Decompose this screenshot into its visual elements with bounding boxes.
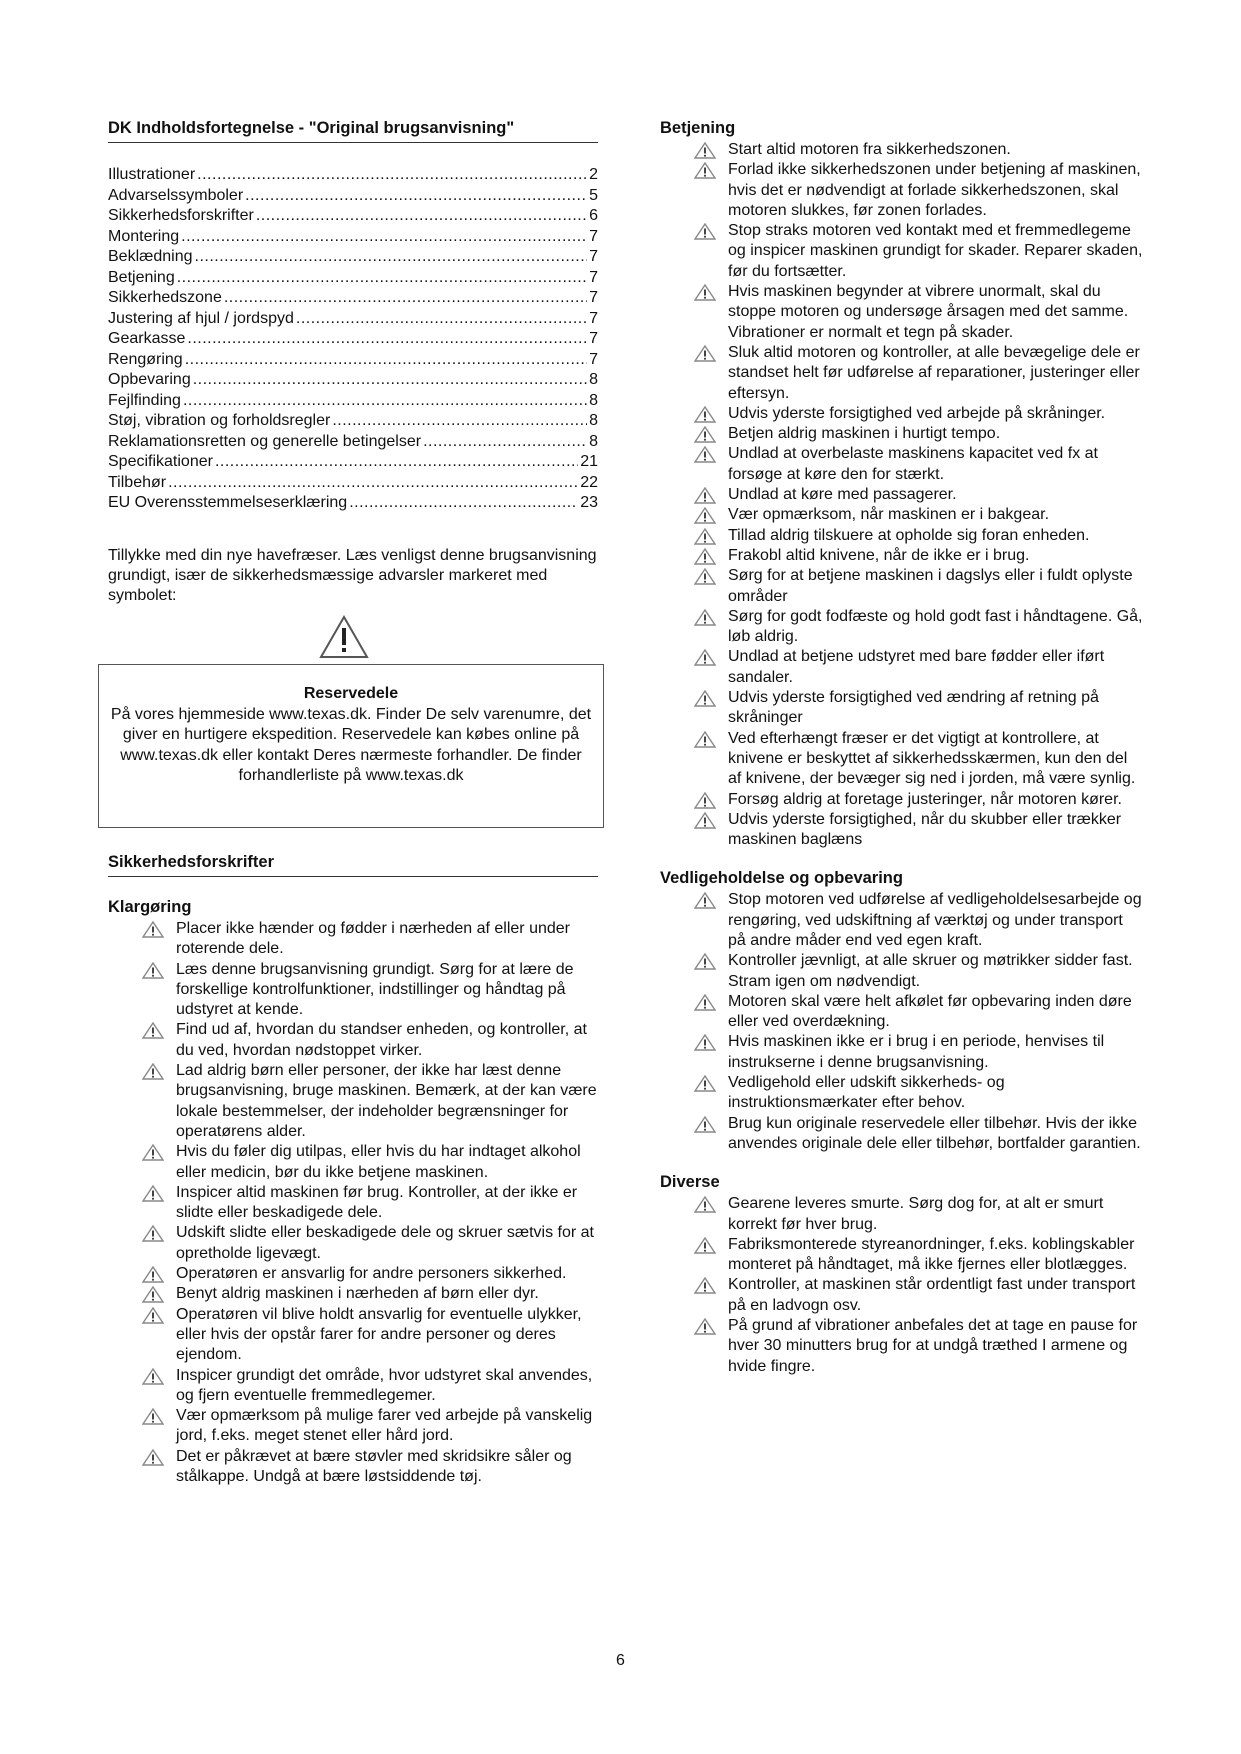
safety-item-text: På grund af vibrationer anbefales det at tage en pause for hver 30 minutters brug for at undgå træthed I armene og hvide fingre. [728,1317,1138,1375]
right-column [660,118,1145,1377]
safety-item-text: Tillad aldrig tilskuere at opholde sig foran enheden. [728,526,1090,544]
safety-item [660,282,1145,343]
warning-icon [694,446,716,463]
safety-item [108,1223,598,1264]
toc-entry-title: Sikkerhedszone [108,289,222,306]
toc-entry-title: EU Overensstemmelseserklæring [108,494,348,511]
toc-entry-page: 7 [589,289,598,306]
warning-icon [694,528,716,545]
safety-item [660,140,1145,160]
toc-dot-leader [177,268,587,289]
safety-section [108,852,598,1487]
safety-item [108,1406,598,1447]
warning-icon [694,649,716,666]
toc-list [108,165,598,514]
vedligeholdelse-heading: Vedligeholdelse og opbevaring [660,869,903,888]
warning-icon [694,994,716,1011]
intro-text: Tillykke med din nye havefræser. Læs venligst denne brugsanvisning grundigt, især de sikkerhedsmæssige advarsler markeret med symbolet: [108,546,597,604]
safety-item-text: Stop motoren ved udførelse af vedligeholdelsesarbejde og rengøring, ved udskiftning af værktøj og under transport på andre måder end ved egen kraft. [728,891,1142,949]
safety-item [108,1183,598,1224]
warning-icon [142,1022,164,1039]
toc-dot-leader [185,350,587,371]
safety-item [660,404,1145,424]
klargoring-heading: Klargøring [108,898,192,916]
safety-item [108,960,598,1021]
toc-entry [108,473,598,494]
safety-item [108,919,598,960]
safety-item [660,160,1145,221]
safety-item-text: Undlad at køre med passagerer. [728,486,957,504]
safety-item-text: Gearene leveres smurte. Sørg dog for, at alt er smurt korrekt før hver brug. [728,1195,1104,1233]
toc-entry-title: Reklamationsretten og generelle betingelser [108,432,422,450]
toc-entry-page: 7 [589,248,598,265]
warning-icon [694,953,716,970]
warning-icon [142,1266,164,1283]
toc-entry-title: Advarselssymboler [108,186,244,204]
warning-icon [142,1449,164,1466]
toc-entry-title: Illustrationer [108,166,196,183]
safety-item-text: Sørg for at betjene maskinen i dagslys eller i fuldt oplyste områder [728,567,1133,605]
safety-item-text: Vær opmærksom, når maskinen er i bakgear. [728,506,1050,524]
safety-item-text: Udvis yderste forsigtighed ved ændring af retning på skråninger [728,689,1099,727]
safety-item-text: Betjen aldrig maskinen i hurtigt tempo. [728,425,1001,443]
safety-item [108,1284,598,1304]
toc-entry-page: 7 [589,227,598,245]
warning-icon [694,507,716,524]
safety-item [660,526,1145,546]
toc-dot-leader [183,391,587,412]
safety-item-text: Start altid motoren fra sikkerhedszonen. [728,141,1011,158]
betjening-list [660,140,1145,850]
toc-dot-leader [332,411,587,432]
safety-item [660,566,1145,607]
warning-icon [694,792,716,809]
toc-entry-page: 22 [580,473,598,491]
safety-item-text: Det er påkrævet at bære støvler med skridsikre såler og stålkappe. Undgå at bære løstsiddende tøj. [176,1447,572,1486]
safety-item-text: Læs denne brugsanvisning grundigt. Sørg for at lære de forskellige kontrolfunktioner, indstillinger og håndtag på udstyret at kende. [176,960,574,1019]
spare-parts-text: På vores hjemmeside www.texas.dk. Finder De selv varenumre, det giver en hurtigere ekspedition. Reservedele kan købes online på www.texas.dk eller kontakt Deres nærmeste forhandler. De finder forhandlerliste på www.texas.dk [110,705,592,784]
warning-icon [142,1144,164,1161]
warning-icon [694,426,716,443]
toc-dot-leader [181,227,587,248]
toc-dot-leader [349,493,578,514]
toc-entry-page: 7 [589,330,598,347]
warning-icon [694,345,716,362]
spare-parts-title: Reservedele [303,685,399,702]
toc-dot-leader [256,206,587,227]
warning-icon [694,548,716,565]
warning-icon [142,1368,164,1385]
safety-item [108,1305,598,1366]
safety-item [660,790,1145,810]
warning-icon [694,568,716,585]
toc-entry-title: Tilbehør [108,473,167,491]
safety-item [108,1447,598,1488]
toc-entry-page: 8 [589,391,598,409]
toc-entry [108,391,598,412]
page-number: 6 [616,1652,625,1669]
toc-entry-page: 7 [589,350,598,368]
toc-entry [108,452,598,473]
klargoring-list [108,919,598,1487]
safety-item [660,729,1145,790]
safety-item [660,688,1145,729]
safety-item [660,890,1145,951]
warning-icon [694,142,716,159]
toc-entry-page: 7 [589,268,598,286]
vedligeholdelse-list [660,890,1145,1154]
warning-icon [694,1075,716,1092]
betjening-heading: Betjening [660,119,736,137]
warning-icon [694,609,716,626]
safety-rule [108,876,598,877]
toc-entry [108,411,598,432]
safety-item-text: Kontroller jævnligt, at alle skruer og møtrikker sidder fast. Stram igen om nødvendigt. [728,952,1133,990]
toc-entry-page: 8 [589,371,598,388]
safety-item [660,444,1145,485]
safety-item [660,1032,1145,1073]
toc-heading: DK Indholdsfortegnelse - "Original brugsanvisning" [108,119,515,137]
safety-item-text: Operatøren vil blive holdt ansvarlig for eventuelle ulykker, eller hvis der opstår farer for andre personer og deres ejendom. [176,1305,582,1364]
toc-dot-leader [215,452,578,473]
safety-heading: Sikkerhedsforskrifter [108,853,274,871]
warning-icon [694,1237,716,1254]
safety-item-text: Benyt aldrig maskinen i nærheden af børn eller dyr. [176,1285,539,1303]
safety-item [660,607,1145,648]
safety-item [660,1275,1145,1316]
safety-item [660,647,1145,688]
toc-dot-leader [187,329,587,350]
toc-entry [108,309,598,330]
left-column [108,118,598,665]
warning-icon [694,892,716,909]
warning-icon [142,1307,164,1324]
safety-item [660,1114,1145,1155]
safety-item [660,810,1145,851]
safety-item-text: Udskift slidte eller beskadigede dele og skruer sætvis for at opretholde ligevægt. [176,1224,594,1262]
toc-entry [108,186,598,207]
toc-entry-title: Fejlfinding [108,391,181,409]
toc-entry-page: 21 [580,453,598,470]
toc-entry-page: 5 [589,186,598,204]
safety-item [660,343,1145,404]
toc-entry [108,493,598,514]
safety-item-text: Stop straks motoren ved kontakt med et fremmedlegeme og inspicer maskinen grundigt for skader. Reparer skaden, før du fortsætter. [728,222,1143,280]
safety-item-text: Hvis maskinen begynder at vibrere unormalt, skal du stoppe motoren og undersøge årsagen med det samme. Vibrationer er normalt et tegn på skader. [728,283,1129,341]
warning-icon [694,1318,716,1335]
warning-icon [142,921,164,938]
safety-item [660,1316,1145,1377]
safety-item-text: Undlad at overbelaste maskinens kapacitet ved fx at forsøge at køre den for stærkt. [728,445,1098,483]
warning-triangle-icon [318,614,370,660]
safety-item [108,1142,598,1183]
warning-icon [694,406,716,423]
toc-dot-leader [224,288,587,309]
safety-item [660,1073,1145,1114]
toc-entry [108,165,598,186]
toc-entry-title: Justering af hjul / jordspyd [108,309,294,327]
safety-item [660,546,1145,566]
toc-dot-leader [197,165,587,186]
warning-icon [694,1116,716,1133]
safety-item-text: Vær opmærksom på mulige farer ved arbejde på vanskelig jord, f.eks. meget stenet eller hård jord. [176,1407,593,1445]
safety-item-text: Undlad at betjene udstyret med bare fødder eller iført sandaler. [728,648,1105,686]
safety-item-text: Frakobl altid knivene, når de ikke er i brug. [728,546,1030,564]
safety-item [660,505,1145,525]
safety-item-text: Inspicer grundigt det område, hvor udstyret skal anvendes, og fjern eventuelle fremmedlegemer. [176,1366,593,1404]
toc-dot-leader [193,370,587,391]
safety-item [660,485,1145,505]
safety-item [660,424,1145,444]
toc-entry-page: 6 [589,207,598,224]
warning-icon [142,962,164,979]
toc-entry-page: 23 [580,494,598,511]
safety-item-text: Ved efterhængt fræser er det vigtigt at kontrollere, at knivene er beskyttet af sikkerhedsskærmen, kun den del af knivene, der bevæger sig ned i jorden, må være synlig. [728,729,1136,788]
toc-entry-title: Gearkasse [108,330,186,347]
safety-item-text: Sørg for godt fodfæste og hold godt fast i håndtagene. Gå, løb aldrig. [728,607,1143,646]
safety-item-text: Sluk altid motoren og kontroller, at alle bevægelige dele er standset helt før udførelse af reparationer, justeringer eller eftersyn. [728,343,1140,402]
warning-icon [142,1286,164,1303]
safety-item-text: Inspicer altid maskinen før brug. Kontroller, at der ikke er slidte eller beskadigede dele. [176,1183,578,1222]
toc-entry-title: Montering [108,227,180,245]
toc-entry-title: Betjening [108,268,175,286]
safety-item [108,1061,598,1142]
toc-entry-title: Støj, vibration og forholdsregler [108,412,331,429]
toc-entry-title: Rengøring [108,350,183,368]
toc-entry [108,206,598,227]
toc-entry-page: 8 [589,412,598,429]
spare-parts-box [98,664,604,828]
toc-dot-leader [195,247,588,268]
toc-entry [108,432,598,453]
safety-item [660,221,1145,282]
safety-item-text: Placer ikke hænder og fødder i nærheden af eller under roterende dele. [176,920,570,958]
safety-item [660,992,1145,1033]
toc-entry [108,227,598,248]
toc-entry [108,329,598,350]
toc-entry [108,247,598,268]
warning-icon [694,1277,716,1294]
toc-entry-page: 8 [589,432,598,450]
toc-dot-leader [423,432,587,453]
warning-icon [694,487,716,504]
warning-icon [694,731,716,748]
warning-icon [694,284,716,301]
warning-icon [142,1185,164,1202]
safety-item-text: Forsøg aldrig at foretage justeringer, når motoren kører. [728,790,1122,808]
warning-icon [694,223,716,240]
safety-item [108,1366,598,1407]
safety-item-text: Udvis yderste forsigtighed, når du skubber eller trækker maskinen baglæns [728,810,1122,849]
toc-entry [108,370,598,391]
safety-item-text: Motoren skal være helt afkølet før opbevaring inden døre eller ved overdækning. [728,992,1132,1031]
safety-item-text: Lad aldrig børn eller personer, der ikke har læst denne brugsanvisning, bruge maskinen. Bemærk, at der kan være lokale bestemmelser, der indeholder begrænsninger for operatørens alder. [176,1062,597,1140]
warning-icon [694,162,716,179]
warning-icon [694,812,716,829]
safety-item-text: Hvis maskinen ikke er i brug i en periode, henvises til instrukserne i denne brugsanvisning. [728,1033,1105,1071]
safety-item-text: Brug kun originale reservedele eller tilbehør. Hvis der ikke anvendes originale dele eller tilbehør, bortfalder garantien. [728,1114,1141,1152]
safety-item-text: Forlad ikke sikkerhedszonen under betjening af maskinen, hvis det er nødvendigt at forlade sikkerhedszonen, skal motoren slukkes, før zonen forlades. [728,161,1141,219]
safety-item [108,1020,598,1061]
diverse-heading: Diverse [660,1173,720,1192]
safety-item [660,1194,1145,1235]
toc-entry-title: Sikkerhedsforskrifter [108,207,254,224]
toc-entry [108,268,598,289]
safety-item-text: Hvis du føler dig utilpas, eller hvis du har indtaget alkohol eller medicin, bør du ikke betjene maskinen. [176,1143,581,1181]
safety-item [660,951,1145,992]
warning-icon [142,1063,164,1080]
safety-item-text: Operatøren er ansvarlig for andre personers sikkerhed. [176,1265,567,1283]
toc-entry-title: Opbevaring [108,371,191,388]
safety-item-text: Find ud af, hvordan du standser enheden, og kontroller, at du ved, hvordan nødstoppet virker. [176,1021,587,1059]
warning-icon [694,1196,716,1213]
warning-icon [694,1034,716,1051]
toc-entry-page: 7 [589,309,598,327]
safety-item-text: Vedligehold eller udskift sikkerheds- og instruktionsmærkater efter behov. [728,1074,1005,1112]
safety-item [108,1264,598,1284]
diverse-list [660,1194,1145,1377]
toc-dot-leader [168,473,578,494]
safety-item [660,1235,1145,1276]
safety-item-text: Fabriksmonterede styreanordninger, f.eks. koblingskabler monteret på håndtaget, må ikke fjernes eller blotlægges. [728,1235,1135,1274]
toc-entry [108,350,598,371]
safety-item-text: Kontroller, at maskinen står ordentligt fast under transport på en ladvogn osv. [728,1276,1136,1314]
toc-entry-page: 2 [589,166,598,183]
toc-entry-title: Beklædning [108,248,193,265]
warning-icon [142,1408,164,1425]
toc-entry-title: Specifikationer [108,453,213,470]
warning-icon [142,1225,164,1242]
warning-icon [694,690,716,707]
toc-rule [108,142,598,143]
toc-entry [108,288,598,309]
safety-item-text: Udvis yderste forsigtighed ved arbejde på skråninger. [728,404,1106,422]
toc-dot-leader [245,186,587,207]
toc-dot-leader [296,309,587,330]
